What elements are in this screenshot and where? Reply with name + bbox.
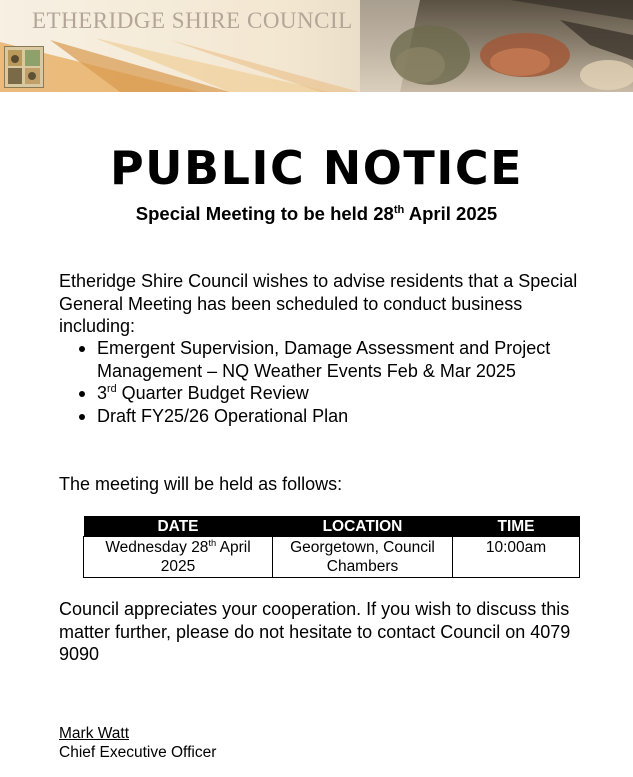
agenda-item: Emergent Supervision, Damage Assessment and Project Management – NQ Weather Events Feb & Mar 2025 bbox=[59, 337, 579, 382]
agenda-list bbox=[59, 337, 579, 427]
meeting-date-cell bbox=[84, 537, 273, 578]
agenda-item: Draft FY25/26 Operational Plan bbox=[59, 405, 579, 428]
column-header-location: LOCATION bbox=[273, 516, 453, 537]
subheading-text-end: April 2025 bbox=[404, 203, 498, 224]
signatory-name: Mark Watt bbox=[59, 725, 130, 742]
intro-paragraph: Etheridge Shire Council wishes to advise residents that a Special General Meeting has been scheduled to conduct business including: bbox=[59, 271, 578, 336]
date-text: Wednesday 28 bbox=[105, 539, 209, 556]
date-ordinal: th bbox=[208, 537, 217, 548]
agenda-item-ordinal: rd bbox=[107, 383, 117, 395]
agenda-item bbox=[59, 382, 579, 405]
closing-paragraph: Council appreciates your cooperation. If you wish to discuss this matter further, please do not hesitate to contact Council on 4079 9090 bbox=[59, 599, 571, 664]
meeting-time-cell: 10:00am bbox=[453, 537, 580, 578]
table-header-row bbox=[84, 516, 580, 537]
council-logo bbox=[4, 46, 44, 88]
landscape-photo bbox=[360, 0, 633, 92]
column-header-date: DATE bbox=[84, 516, 273, 537]
notice-heading: PUBLIC NOTICE bbox=[109, 141, 524, 195]
follows-paragraph: The meeting will be held as follows: bbox=[59, 474, 343, 494]
subheading-ordinal: th bbox=[393, 203, 405, 216]
meeting-details-table bbox=[83, 516, 580, 578]
date-text-end: April 2025 bbox=[160, 539, 251, 575]
table-row bbox=[84, 537, 580, 578]
header-banner bbox=[0, 0, 633, 92]
column-header-time: TIME bbox=[453, 516, 580, 537]
agenda-item-number: 3 bbox=[97, 383, 108, 403]
signatory-title: Chief Executive Officer bbox=[59, 744, 217, 761]
subheading-text: Special Meeting to be held 28 bbox=[135, 203, 394, 224]
notice-subheading bbox=[0, 202, 633, 226]
meeting-location-cell: Georgetown, Council Chambers bbox=[273, 537, 453, 578]
council-name: ETHERIDGE SHIRE COUNCIL bbox=[32, 8, 353, 33]
agenda-item-text: Quarter Budget Review bbox=[116, 383, 309, 403]
